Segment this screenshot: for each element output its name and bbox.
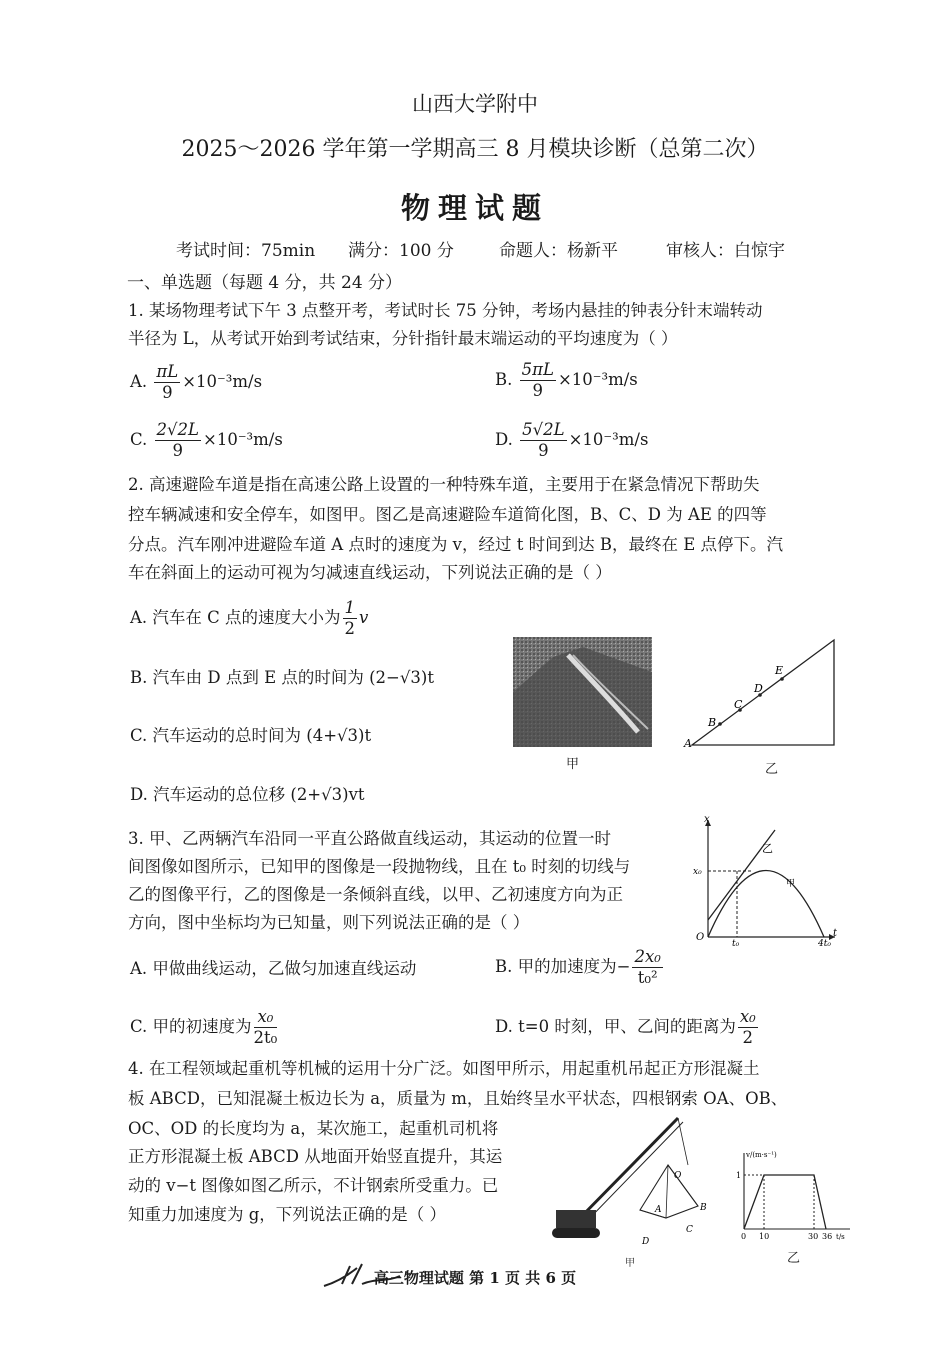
q1-option-b: B. $\frac{5\pi L}{9}$ ×10⁻³m/s <box>495 360 638 400</box>
q2-option-c: C. 汽车运动的总时间为 (4+√3)t <box>130 726 372 745</box>
q3-line3: 乙的图像平行，乙的图像是一条倾斜直线，以甲、乙初速度方向为正 <box>128 885 623 904</box>
exam-time: 考试时间：75min <box>176 241 316 261</box>
q2-option-d: D. 汽车运动的总位移 (2+√3)vt <box>130 785 365 804</box>
q3-option-c: C. 甲的初速度为 $\frac{\text{x₀}}{\text{2t₀}}$ <box>130 1007 278 1047</box>
escape-lane-photo <box>513 637 652 747</box>
q2-line2: 控车辆减速和安全停车，如图甲。图乙是高速避险车道简化图，B、C、D 为 AE 的四等 <box>128 505 767 524</box>
point-C: C <box>734 698 743 711</box>
q3-line2: 间图像如图所示，已知甲的图像是一段抛物线，且在 t₀ 时刻的切线与 <box>128 857 631 876</box>
incline-diagram <box>682 630 842 750</box>
crane-figure <box>548 1110 718 1250</box>
x0-label: x₀ <box>693 867 702 877</box>
point-B: B <box>708 716 717 729</box>
vt-tick-30: 30 <box>808 1232 819 1241</box>
v-t-graph <box>732 1147 857 1247</box>
vt-y-tick: 1 <box>736 1171 742 1180</box>
q2-fig-b-caption: 乙 <box>765 762 779 777</box>
q2-line1: 2. 高速避险车道是指在高速公路上设置的一种特殊车道，主要用于在紧急情况下帮助失 <box>128 475 760 494</box>
4t0-label: 4t₀ <box>818 939 831 947</box>
q2-line4: 车在斜面上的运动可视为匀减速直线运动，下列说法正确的是（ ） <box>128 563 612 582</box>
q1-option-a: A. $\frac{\pi L}{9}$ ×10⁻³m/s <box>130 362 263 402</box>
exam-title: 2025～2026 学年第一学期高三 8 月模块诊断（总第二次） <box>181 137 769 162</box>
q4-fig-a-caption: 甲 <box>625 1258 635 1269</box>
point-E: E <box>775 664 784 677</box>
q1-option-c: C. $\frac{2√2L}{9}$ ×10⁻³m/s <box>130 420 283 460</box>
q2-option-b: B. 汽车由 D 点到 E 点的时间为 (2−√3)t <box>130 668 434 687</box>
q4-line1: 4. 在工程领域起重机等机械的运用十分广泛。如图甲所示，用起重机吊起正方形混凝土 <box>128 1059 760 1078</box>
x-axis-label: x <box>704 814 710 825</box>
page-footer: 高三物理试题 第 1 页 共 6 页 <box>373 1269 577 1287</box>
crane-point-O: O <box>674 1171 682 1181</box>
crane-point-D: D <box>642 1237 650 1247</box>
q1-line2: 半径为 L，从考试开始到考试结束，分针指针最末端运动的平均速度为（ ） <box>128 329 678 348</box>
q3-line4: 方向，图中坐标均为已知量，则下列说法正确的是（ ） <box>128 913 530 932</box>
point-A: A <box>684 737 692 750</box>
curve-jia-label: 甲 <box>786 879 796 889</box>
q4-line2: 板 ABCD，已知混凝土板边长为 a，质量为 m，且始终呈水平状态，四根钢索 OA、OB、 <box>128 1089 788 1108</box>
vt-x-unit: t/s <box>836 1233 845 1241</box>
q3-option-b: B. 甲的加速度为− $\frac{\text{2x₀}}{\text{t₀²}}$ <box>495 947 661 987</box>
vt-tick-0: 0 <box>741 1232 747 1241</box>
q4-fig-b-caption: 乙 <box>787 1251 801 1266</box>
q2-option-a: A. 汽车在 C 点的速度大小为 $\frac{1}{2}$ v <box>130 598 369 638</box>
point-D: D <box>754 682 763 695</box>
subject-title: 物理试题 <box>400 191 549 225</box>
origin-label: O <box>696 932 705 943</box>
section-heading: 一、单选题（每题 4 分，共 24 分） <box>127 273 403 293</box>
q3-option-d: D. t=0 时刻，甲、乙间的距离为 $\frac{\text{x₀}}{2}$ <box>495 1007 756 1047</box>
vt-tick-36: 36 <box>822 1232 833 1241</box>
q3-option-a: A. 甲做曲线运动，乙做匀加速直线运动 <box>130 959 417 978</box>
full-score: 满分：100 分 <box>348 241 454 261</box>
q2-line3: 分点。汽车刚冲进避险车道 A 点时的速度为 v，经过 t 时间到达 B，最终在 E 点停下。汽 <box>128 535 783 554</box>
q4-line6: 知重力加速度为 g，下列说法正确的是（ ） <box>128 1205 447 1224</box>
t-axis-label: t <box>833 928 838 939</box>
crane-point-B: B <box>700 1203 707 1213</box>
q1-line1: 1. 某场物理考试下午 3 点整开考，考试时长 75 分钟，考场内悬挂的钟表分针末端转动 <box>128 301 763 320</box>
x-t-graph <box>690 812 840 947</box>
vt-y-label: v/(m·s⁻¹) <box>746 1151 777 1159</box>
line-yi-label: 乙 <box>762 842 773 855</box>
crane-point-A: A <box>655 1205 662 1215</box>
vt-tick-10: 10 <box>759 1232 770 1241</box>
q4-line3: OC、OD 的长度均为 a，某次施工，起重机司机将 <box>128 1119 499 1138</box>
author: 命题人：杨新平 <box>499 241 618 261</box>
crane-point-C: C <box>686 1225 693 1235</box>
q4-line4: 正方形混凝土板 ABCD 从地面开始竖直提升，其运 <box>128 1147 503 1166</box>
school-name: 山西大学附中 <box>412 92 538 116</box>
q4-line5: 动的 v−t 图像如图乙所示，不计钢索所受重力。已 <box>128 1176 499 1195</box>
q3-line1: 3. 甲、乙两辆汽车沿同一平直公路做直线运动，其运动的位置一时 <box>128 829 611 848</box>
t0-label: t₀ <box>732 939 740 947</box>
q1-option-d: D. $\frac{5√2L}{9}$ ×10⁻³m/s <box>495 420 649 460</box>
q2-fig-a-caption: 甲 <box>566 757 580 772</box>
reviewer: 审核人：白惊宇 <box>666 241 785 261</box>
